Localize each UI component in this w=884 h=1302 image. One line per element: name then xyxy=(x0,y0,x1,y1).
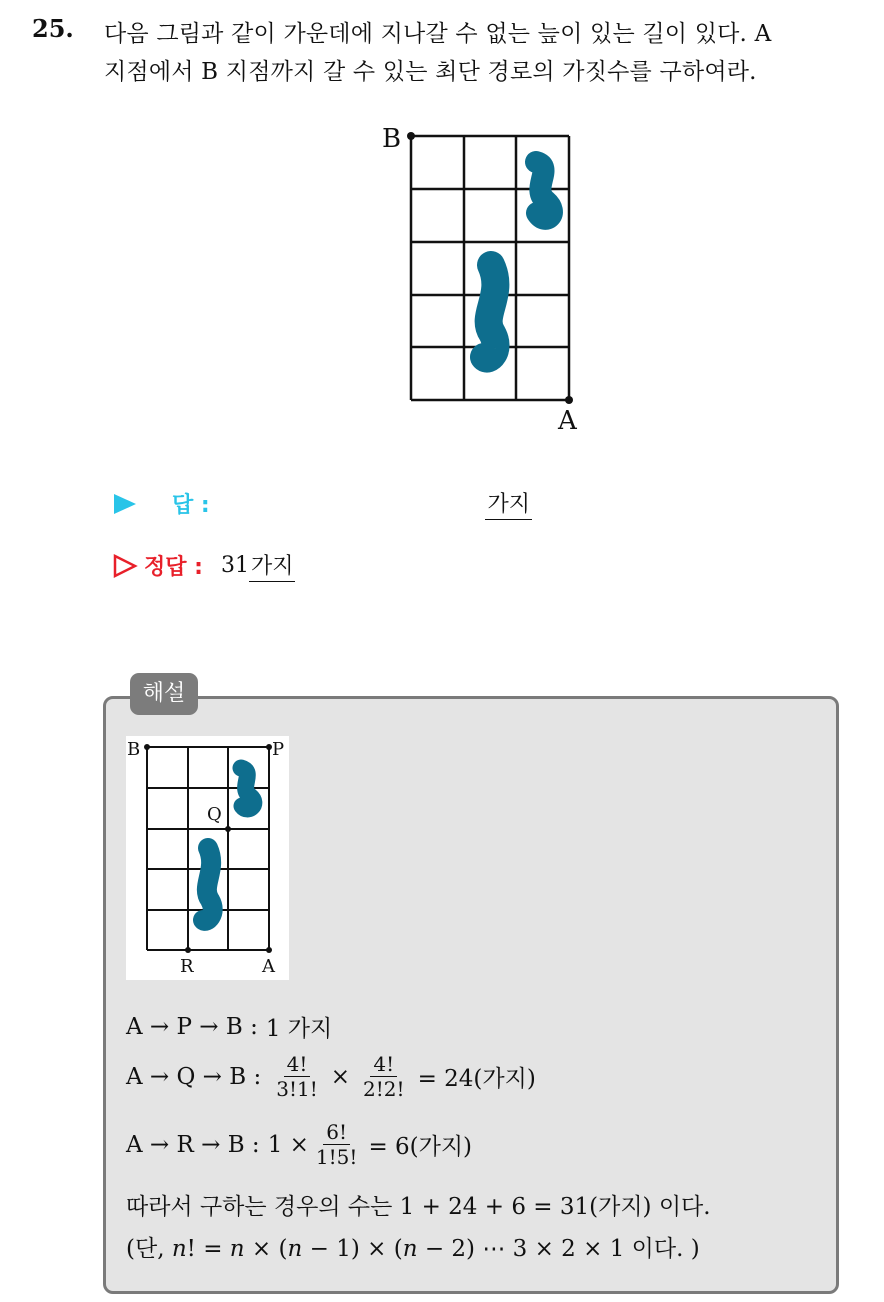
explanation-line-1 xyxy=(126,1010,332,1043)
explanation-grid-figure xyxy=(126,736,289,980)
question-text-line2: 지점에서 B 지점까지 갈 수 있는 최단 경로의 가짓수를 구하여라. xyxy=(104,59,757,85)
question-number: 25. xyxy=(32,14,74,43)
point-r-expl xyxy=(185,947,191,953)
path-aqb: A → Q → B : xyxy=(126,1063,262,1090)
point-q-expl xyxy=(225,826,231,832)
point-a-expl xyxy=(266,947,272,953)
grid-figure xyxy=(370,115,600,440)
point-a xyxy=(565,396,573,404)
question-text-line1: 다음 그림과 같이 가운데에 지나갈 수 없는 늪이 있는 길이 있다. A xyxy=(104,21,772,47)
explanation-line-3: A → R → B : 1 × $\frac{6!}{1!5!}$ = 6(가지) xyxy=(126,1120,473,1169)
point-b xyxy=(407,132,415,140)
result-aqb: = 24(가지) xyxy=(417,1066,536,1092)
fraction-3: $\frac{6!}{1!5!}$ xyxy=(315,1120,358,1169)
explanation-tab: 해설 xyxy=(130,673,198,715)
path-arb: A → R → B : xyxy=(126,1131,260,1158)
answer-label: 답 : xyxy=(172,493,210,518)
fraction-2: $\frac{4!}{2!2!}$ xyxy=(363,1052,405,1101)
answer-blank-unit: 가지 xyxy=(485,487,532,520)
label-r-expl: R xyxy=(180,956,194,977)
swamp-large xyxy=(484,265,496,359)
path-apb: A → P → B : xyxy=(126,1013,258,1040)
correct-value: 31 xyxy=(220,553,249,578)
outline-triangle-icon xyxy=(112,553,138,579)
fraction-1: $\frac{4!}{3!1!}$ xyxy=(276,1052,318,1101)
point-b-expl xyxy=(144,744,150,750)
label-p-expl: P xyxy=(272,739,285,760)
label-a: A xyxy=(558,406,577,436)
answer-row xyxy=(112,487,532,520)
correct-unit: 가지 xyxy=(249,549,296,582)
label-b: B xyxy=(382,124,402,154)
swamp-large-expl xyxy=(203,848,213,921)
correct-label: 정답 : xyxy=(144,555,203,580)
explanation-line-2: A → Q → B : $\frac{4!}{3!1!}$ × $\frac{4!}{2!2!}$ = 24(가지) xyxy=(126,1052,536,1101)
label-a-expl: A xyxy=(262,956,275,977)
label-b-expl: B xyxy=(127,739,141,760)
explanation-line-5: (단, n! = n × (n − 1) × (n − 2) ⋯ 3 × 2 × 1 이다. ) xyxy=(126,1236,700,1262)
result-arb: = 6(가지) xyxy=(368,1134,473,1160)
label-q-expl: Q xyxy=(207,804,222,825)
result-apb: 1 가지 xyxy=(265,1016,333,1042)
swamp-small-expl xyxy=(241,768,254,809)
swamp-small xyxy=(536,162,552,219)
filled-triangle-icon xyxy=(112,492,138,516)
correct-answer-row xyxy=(112,549,295,582)
explanation-line-4: 따라서 구하는 경우의 수는 1 + 24 + 6 = 31(가지) 이다. xyxy=(126,1194,711,1220)
